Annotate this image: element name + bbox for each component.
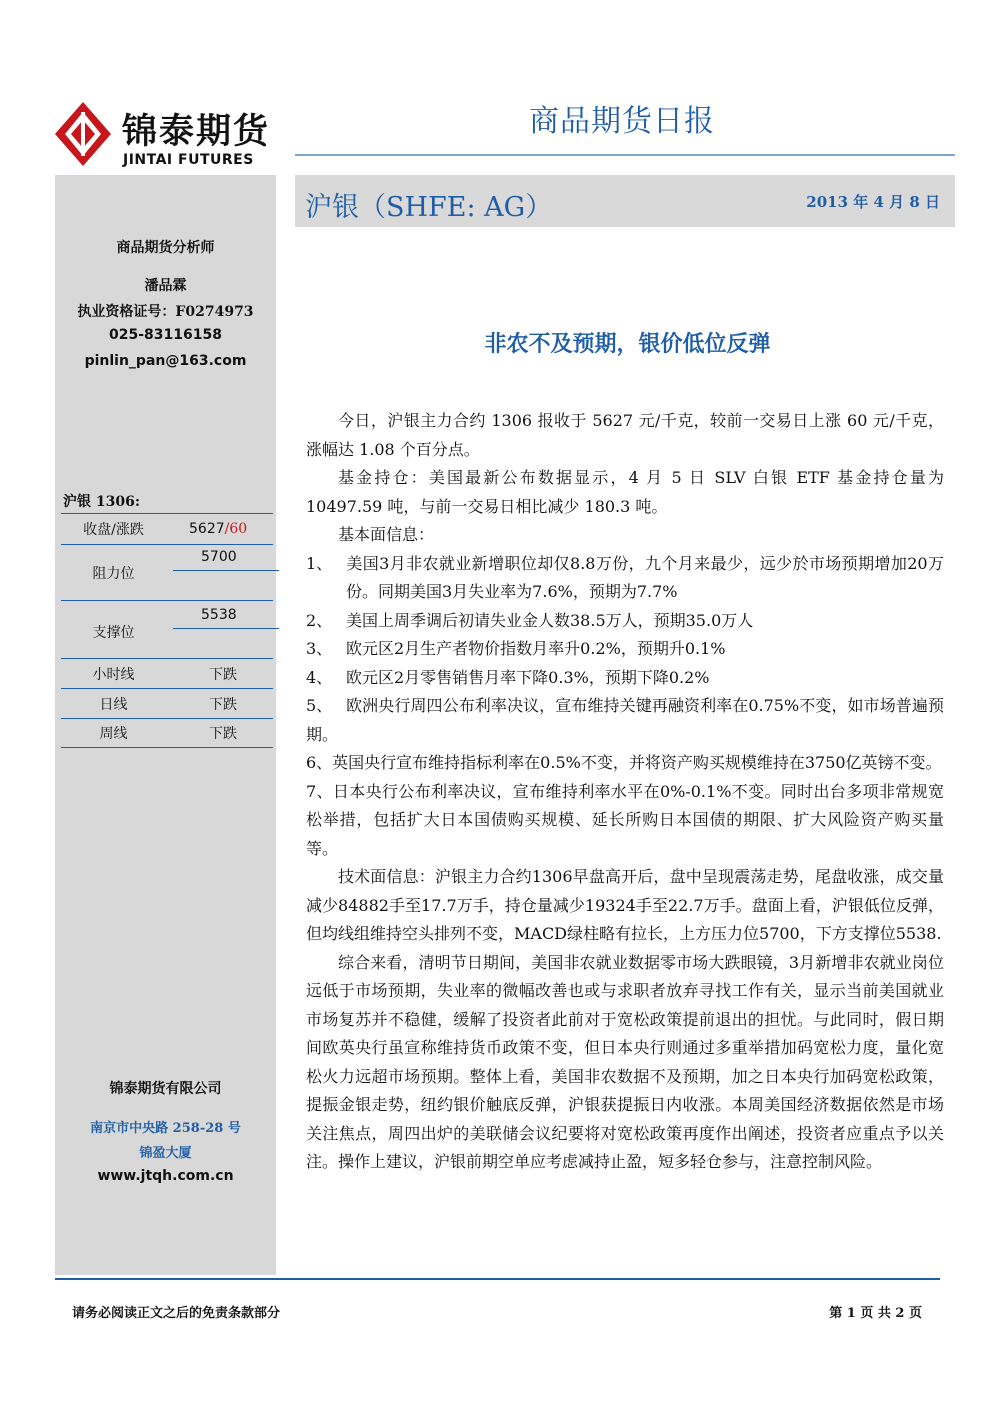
company-name: 锦泰期货有限公司 bbox=[109, 1081, 222, 1097]
list-item: 2、 美国上周季调后初请失业金人数38.5万人，预期35.0万人 bbox=[306, 610, 754, 630]
company-logo bbox=[55, 100, 275, 170]
logo-emblem-icon bbox=[55, 102, 111, 166]
quote-row-hourly bbox=[61, 659, 273, 689]
quote-row-label: 日线 bbox=[99, 697, 128, 713]
list-item: 5、 欧洲央行周四公布利率决议，宣布维持关键再融资利率在0.75%不变，如市场普遍预期。 bbox=[306, 696, 944, 744]
close-change: /60 bbox=[224, 521, 248, 537]
logo-text-en: JINTAI FUTURES bbox=[123, 152, 254, 168]
resistance-value: 5700 bbox=[201, 549, 237, 565]
quote-row-label: 支撑位 bbox=[92, 625, 135, 641]
report-title: 商品期货日报 bbox=[529, 104, 715, 139]
quote-row-label: 小时线 bbox=[92, 667, 135, 683]
quote-row-label: 周线 bbox=[99, 726, 128, 742]
page-number: 第 1 页 共 2 页 bbox=[829, 1306, 922, 1321]
list-item: 6、英国央行宣布维持指标利率在0.5%不变，并将资产购买规模维持在3750亿英镑不变。 bbox=[306, 753, 942, 772]
hourly-trend: 下跌 bbox=[209, 667, 237, 683]
company-building: 锦盈大厦 bbox=[139, 1146, 192, 1161]
quote-table-title: 沪银 1306: bbox=[63, 494, 141, 510]
list-item: 4、 欧元区2月零售销售月率下降0.3%，预期下降0.2% bbox=[306, 667, 710, 687]
paragraph-price: 今日，沪银主力合约 1306 报收于 5627 元/千克，较前一交易日上涨 60 元/千克，涨幅达 1.08 个百分点。 bbox=[306, 411, 944, 459]
footer-divider bbox=[55, 1278, 940, 1280]
weekly-trend: 下跌 bbox=[209, 726, 237, 742]
support-value: 5538 bbox=[201, 607, 237, 623]
quote-row-label: 阻力位 bbox=[92, 566, 135, 582]
close-price bbox=[189, 521, 281, 537]
analyst-name: 潘品霖 bbox=[144, 278, 187, 294]
paragraph-fundamental-heading: 基本面信息： bbox=[338, 525, 435, 544]
logo-text-cn: 锦泰期货 bbox=[122, 112, 271, 152]
analyst-phone: 025-83116158 bbox=[109, 327, 222, 343]
quote-row-support bbox=[61, 601, 273, 659]
list-item: 7、日本央行公布利率决议，宣布维持利率水平在0%-0.1%不变。同时出台多项非常规宽松举措，包括扩大日本国债购买规模、延长所购日本国债的期限、扩大风险资产购买量等。 bbox=[306, 781, 944, 858]
analyst-email[interactable]: pinlin_pan@163.com bbox=[84, 353, 247, 369]
quote-row-weekly bbox=[61, 719, 273, 748]
article-body bbox=[306, 407, 944, 1177]
sidebar bbox=[55, 175, 276, 1275]
quote-row-close bbox=[61, 513, 273, 545]
paragraph-technical: 技术面信息：沪银主力合约1306早盘高开后，盘中呈现震荡走势，尾盘收涨，成交量减少84882手至17.7万手，持仓量减少19324手至22.7万手。盘面上看，沪银低位反弹，但均线组维持空头排列不变，MACD绿柱略有拉长，上方压力位5700，下方支撑位5538. bbox=[306, 867, 944, 943]
quote-row-label: 收盘/涨跌 bbox=[83, 522, 144, 538]
list-item: 1、 美国3月非农就业新增职位却仅8.8万份，九个月来最少，远少於市场预期增加20万份。同期美国3月失业率为7.6%，预期为7.7% bbox=[306, 553, 944, 601]
quote-row-resistance bbox=[61, 544, 273, 601]
contract-band bbox=[295, 175, 955, 227]
paragraph-summary: 综合来看，清明节日期间，美国非农就业数据零市场大跌眼镜，3月新增非农就业岗位远低于市场预期，失业率的微幅改善也或与求职者放弃寻找工作有关，显示当前美国就业市场复苏并不稳健，缓解了投资者此前对于宽松政策提前退出的担忧。与此同时，假日期间欧英央行虽宣称维持货币政策不变，但日本央行则通过多重举措加码宽松力度，量化宽松火力远超市场预期。整体上看，美国非农数据不及预期，加之日本央行加码宽松政策，提振金银走势，纽约银价触底反弹，沪银获提振日内收涨。本周美国经济数据依然是市场关注焦点，周四出炉的美联储会议纪要将对宽松政策再度作出阐述，投资者应重点予以关注。操作上建议，沪银前期空单应考虑减持止盈，短多轻仓参与，注意控制风险。 bbox=[306, 952, 944, 1171]
quote-row-daily bbox=[61, 689, 273, 719]
list-item: 3、 欧元区2月生产者物价指数月率升0.2%，预期升0.1% bbox=[306, 639, 726, 658]
daily-trend: 下跌 bbox=[209, 697, 237, 713]
license-number: 执业资格证号：F0274973 bbox=[77, 304, 254, 320]
company-address: 南京市中央路 258-28 号 bbox=[90, 1121, 241, 1136]
close-value: 5627 bbox=[189, 521, 225, 537]
paragraph-fund: 基金持仓：美国最新公布数据显示，4 月 5 日 SLV 白银 ETF 基金持仓量为 10497.59 吨，与前一交易日相比减少 180.3 吨。 bbox=[306, 468, 944, 516]
analyst-heading: 商品期货分析师 bbox=[116, 240, 215, 256]
disclaimer-note: 请务必阅读正文之后的免责条款部分 bbox=[72, 1306, 281, 1321]
header-divider bbox=[295, 154, 955, 156]
article-headline: 非农不及预期，银价低位反弹 bbox=[484, 331, 771, 357]
company-website[interactable]: www.jtqh.com.cn bbox=[97, 1168, 234, 1184]
contract-title: 沪银（SHFE: AG） bbox=[305, 192, 553, 223]
report-date: 2013 年 4 月 8 日 bbox=[806, 193, 940, 211]
